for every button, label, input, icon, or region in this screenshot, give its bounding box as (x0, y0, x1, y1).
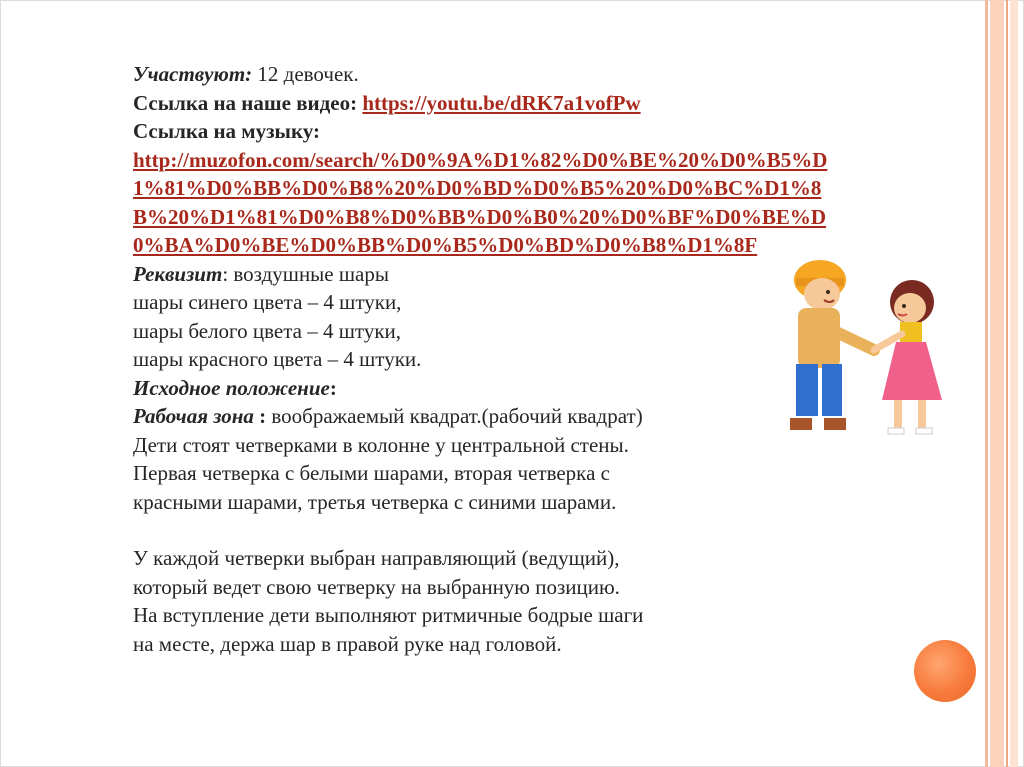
zone-colon: : (259, 404, 267, 428)
participants-line (133, 60, 893, 89)
decor-stripe (990, 0, 1004, 767)
decor-stripe (1010, 0, 1018, 767)
music-label: Ссылка на музыку: (133, 119, 320, 143)
boy-figure (790, 260, 874, 430)
props-item: шары синего цвета – 4 штуки, (133, 290, 402, 314)
music-line (133, 146, 893, 260)
spacer (133, 516, 893, 544)
decor-stripe (985, 0, 988, 767)
video-line (133, 89, 893, 118)
girl-figure (874, 280, 942, 434)
video-link[interactable]: https://youtu.be/dRK7a1vofPw (362, 90, 641, 115)
start-colon: : (329, 375, 337, 400)
participants-label: Участвуют: (133, 62, 253, 86)
props-text: : воздушные шары (222, 261, 389, 286)
participants-value: 12 девочек. (252, 62, 359, 86)
paragraph2-line: на месте, держа шар в правой руке над головой. (133, 631, 562, 656)
zone-label: Рабочая зона (133, 404, 260, 428)
paragraph2-line: У каждой четверки выбран направляющий (ведущий), (133, 546, 620, 570)
props-label: Реквизит (133, 261, 223, 286)
video-label: Ссылка на наше видео: (133, 90, 363, 115)
zone-text: воображаемый квадрат.(рабочий квадрат) (266, 404, 643, 428)
paragraph1-line: красными шарами, третья четверка с синими шарами. (133, 489, 617, 514)
paragraph1-line: Дети стоят четверками в колонне у центральной стены. (133, 432, 629, 457)
props-item: шары красного цвета – 4 штуки. (133, 347, 422, 371)
paragraph1-line: Первая четверка с белыми шарами, вторая четверка с (133, 461, 610, 485)
music-link[interactable]: http://muzofon.com/search/%D0%9A%D1%82%D0%BE%20%D0%B5%D1%81%D0%BB%D0%B8%20%D0%BD%D0%B5%20%D0%BC%D1%8B%20%D1%81%D0%B8%D0%BB%D0%B0%20%D0%BF%D0%BE%D0%BA%D0%BE%D0%BB%D0%B5%D0%BD%D0%B8%D1%8F (133, 147, 828, 257)
decor-stripe (1006, 0, 1008, 767)
paragraph2-line: На вступление дети выполняют ритмичные бодрые шаги (133, 603, 644, 627)
paragraph2-line: который ведет свою четверку на выбранную позицию. (133, 574, 620, 599)
props-item: шары белого цвета – 4 штуки, (133, 318, 402, 343)
orange-circle-decor (914, 640, 976, 702)
dancing-children-illustration (770, 250, 950, 450)
start-label: Исходное положение (133, 375, 330, 400)
